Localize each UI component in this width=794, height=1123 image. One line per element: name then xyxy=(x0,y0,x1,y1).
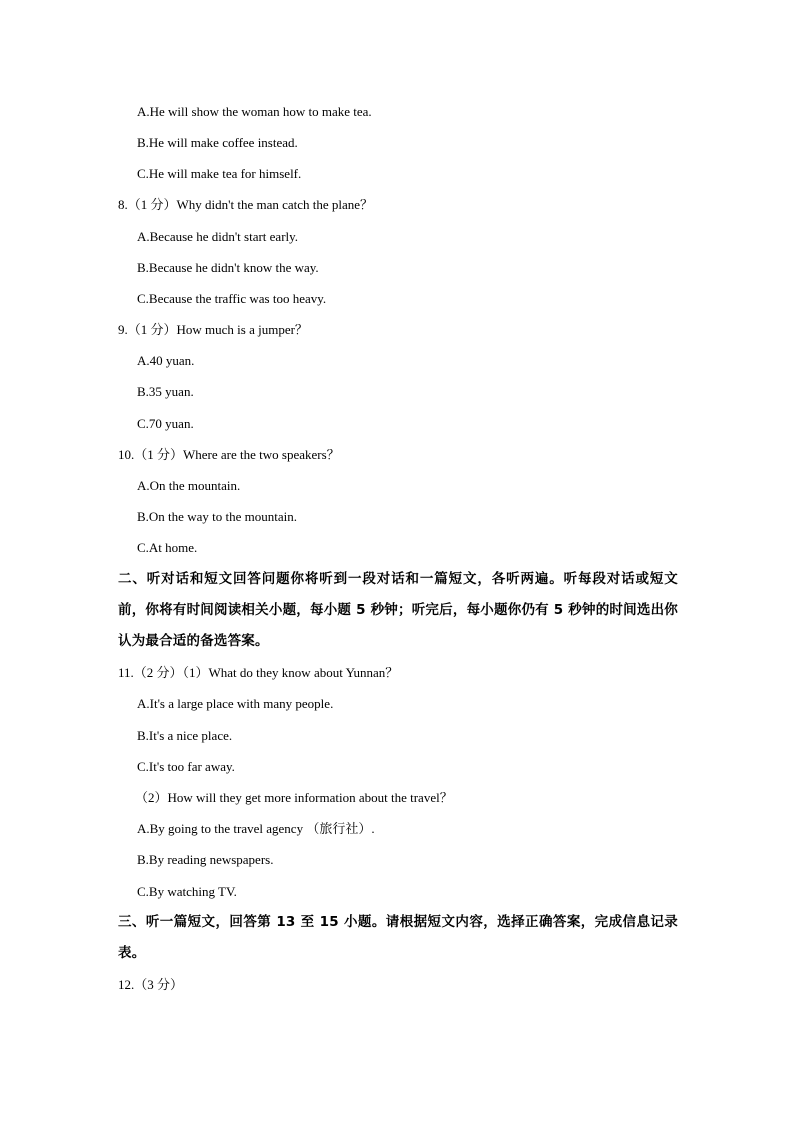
option-11-1b: B.It's a nice place. xyxy=(137,728,233,743)
option-8a: A.Because he didn't start early. xyxy=(137,229,299,244)
option-10a: A.On the mountain. xyxy=(137,478,241,493)
option-9b: B.35 yuan. xyxy=(137,384,194,399)
option-11-2c: C.By watching TV. xyxy=(137,884,237,899)
option-9c: C.70 yuan. xyxy=(137,416,194,431)
option-11-1a: A.It's a large place with many people. xyxy=(137,696,334,711)
option-10b: B.On the way to the mountain. xyxy=(137,509,297,524)
question-11-2: （2）How will they get more information about the travel？ xyxy=(135,790,453,805)
option-11-2b: B.By reading newspapers. xyxy=(137,852,274,867)
option-8b: B.Because he didn't know the way. xyxy=(137,260,319,275)
question-12: 12.（3 分） xyxy=(118,977,184,992)
option-10c: C.At home. xyxy=(137,540,198,555)
option-11-1c: C.It's too far away. xyxy=(137,759,235,774)
question-9: 9.（1 分）How much is a jumper？ xyxy=(118,322,308,337)
option-11-2a: A.By going to the travel agency （旅行社）. xyxy=(137,821,375,836)
option-8c: C.Because the traffic was too heavy. xyxy=(137,291,327,306)
option-7c: C.He will make tea for himself. xyxy=(137,166,302,181)
option-9a: A.40 yuan. xyxy=(137,353,195,368)
question-8: 8.（1 分）Why didn't the man catch the plane？ xyxy=(118,197,374,212)
question-10: 10.（1 分）Where are the two speakers？ xyxy=(118,447,340,462)
option-7b: B.He will make coffee instead. xyxy=(137,135,298,150)
option-7a: A.He will show the woman how to make tea. xyxy=(137,104,372,119)
section-3-instructions: 三、听一篇短文，回答第 13 至 15 小题。请根据短文内容，选择正确答案，完成信息记录表。 xyxy=(118,914,678,961)
section-2-instructions: 二、听对话和短文回答问题你将听到一段对话和一篇短文，各听两遍。听每段对话或短文前，你将有时间阅读相关小题，每小题 5 秒钟；听完后，每小题你仍有 5 秒钟的时间选出你认为最合适的备选答案。 xyxy=(118,571,678,649)
question-11: 11.（2 分）（1）What do they know about Yunnan？ xyxy=(118,665,399,680)
